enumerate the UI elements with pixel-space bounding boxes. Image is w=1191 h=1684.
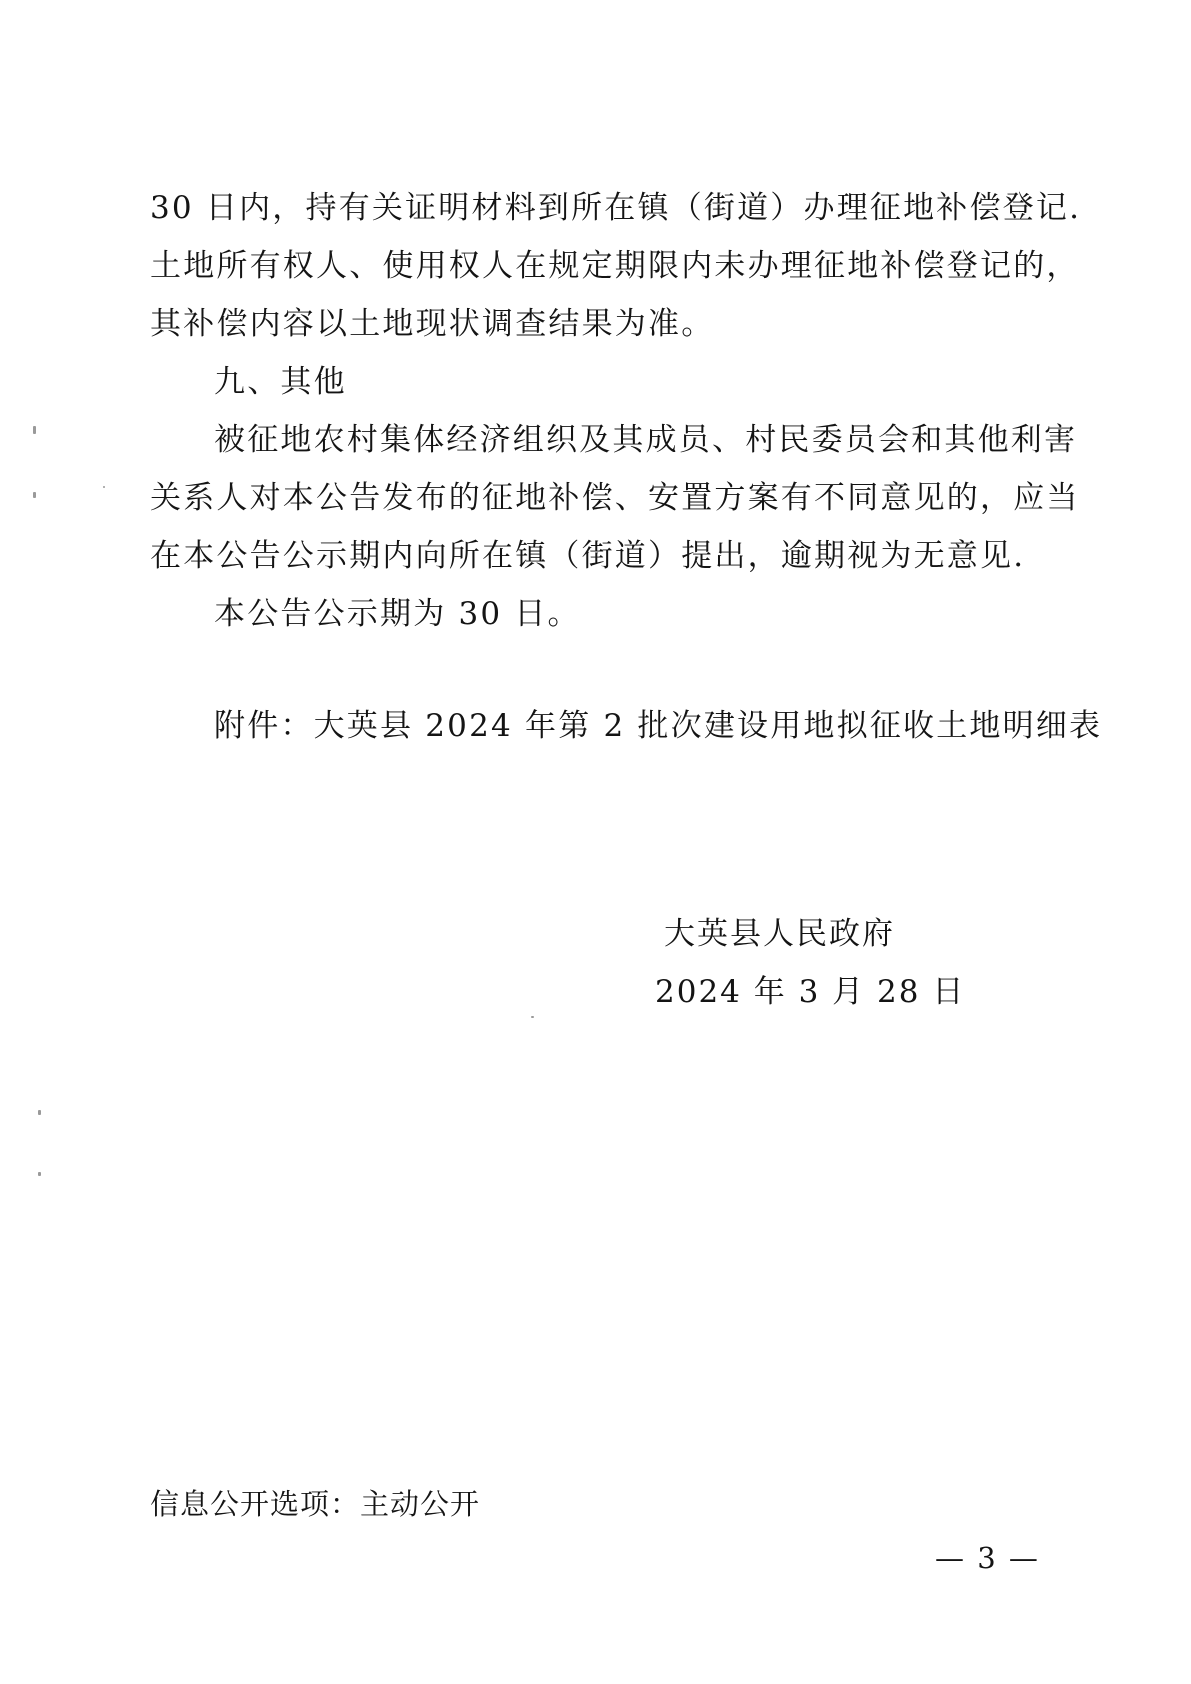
section-paragraph-line-1: 被征地农村集体经济组织及其成员、村民委员会和其他利害 xyxy=(214,422,1078,458)
issuer-name: 大英县人民政府 xyxy=(664,916,895,952)
section-paragraph-line-3: 在本公告公示期内向所在镇（街道）提出，逾期视为无意见. xyxy=(150,538,1026,574)
page-number: — 3 — xyxy=(935,1541,1040,1575)
scan-speck xyxy=(33,426,36,434)
scan-speck xyxy=(33,492,36,498)
scan-speck xyxy=(38,1110,41,1115)
scan-speck xyxy=(38,1172,41,1176)
publicity-period-line: 本公告公示期为 30 日。 xyxy=(214,596,581,632)
scan-speck xyxy=(531,1016,534,1018)
body-line-3: 其补偿内容以土地现状调查结果为准。 xyxy=(150,306,715,342)
attachment-line: 附件：大英县 2024 年第 2 批次建设用地拟征收土地明细表 xyxy=(214,708,1103,744)
section-paragraph-line-2: 关系人对本公告发布的征地补偿、安置方案有不同意见的，应当 xyxy=(150,480,1080,516)
disclosure-option: 信息公开选项：主动公开 xyxy=(150,1487,481,1521)
body-line-1: 30 日内，持有关证明材料到所在镇（街道）办理征地补偿登记. xyxy=(150,190,1082,226)
body-line-2: 土地所有权人、使用权人在规定期限内未办理征地补偿登记的， xyxy=(150,248,1080,284)
scan-speck xyxy=(103,486,105,488)
section-heading: 九、其他 xyxy=(214,364,347,400)
issue-date: 2024 年 3 月 28 日 xyxy=(655,974,966,1010)
